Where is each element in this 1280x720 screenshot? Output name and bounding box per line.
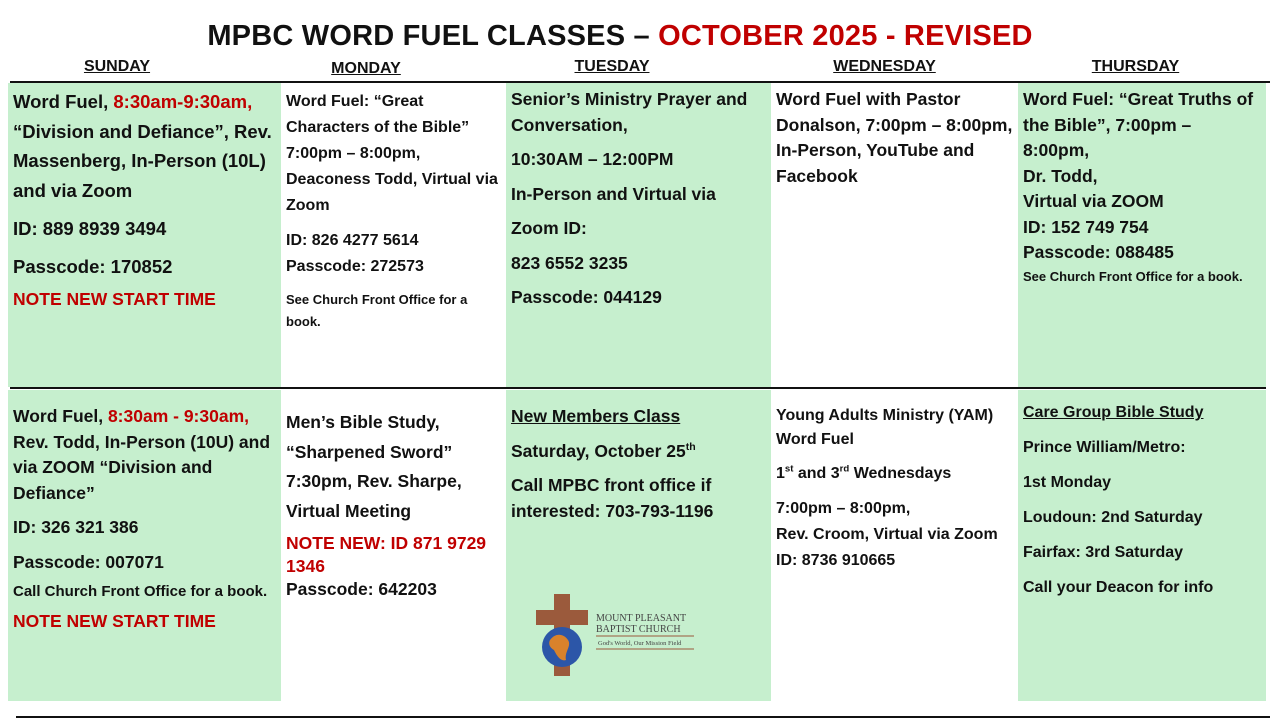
monday-class-1-id: ID: 826 4277 5614 bbox=[286, 232, 419, 249]
sunday-class-2-desc: Word Fuel, 8:30am - 9:30am, Rev. Todd, In-Person (10U) and via ZOOM “Division and Defiance” bbox=[13, 406, 271, 503]
thursday-class-1-passcode: Passcode: 088485 bbox=[1023, 242, 1174, 262]
thursday-class-2-call: Call your Deacon for info bbox=[1023, 579, 1214, 596]
thursday-class-2-heading: Care Group Bible Study bbox=[1023, 404, 1204, 421]
wednesday-class-1 bbox=[771, 83, 1018, 387]
thursday-class-2-prince-william-when: 1st Monday bbox=[1023, 474, 1112, 491]
page-title bbox=[0, 20, 1240, 53]
row-divider bbox=[10, 387, 1266, 389]
wednesday-class-2-time: 7:00pm – 8:00pm, bbox=[776, 500, 911, 517]
title-highlight: OCTOBER 2025 - REVISED bbox=[658, 20, 1033, 52]
monday-class-1-book: See Church Front Office for a book. bbox=[286, 292, 468, 329]
monday-class-1-desc: Word Fuel: “Great Characters of the Bible” 7:00pm – 8:00pm, Deaconess Todd, Virtual via Zoom bbox=[286, 93, 498, 214]
sunday-class-2 bbox=[8, 390, 281, 701]
wednesday-class-2-schedule: 1st and 3rd Wednesdays bbox=[776, 463, 952, 482]
thursday-class-2 bbox=[1018, 390, 1266, 701]
sunday-class-2-book: Call Church Front Office for a book. bbox=[13, 583, 268, 600]
day-header-wednesday: WEDNESDAY bbox=[833, 58, 936, 75]
footer-rule bbox=[16, 716, 1270, 718]
monday-class-1 bbox=[281, 83, 506, 387]
tuesday-class-2-heading: New Members Class bbox=[511, 406, 681, 426]
logo-cross-horizontal bbox=[536, 610, 588, 625]
monday-class-2-desc: Men’s Bible Study, “Sharpened Sword” 7:30pm, Rev. Sharpe, Virtual Meeting bbox=[286, 412, 462, 521]
tuesday-class-1 bbox=[506, 83, 771, 387]
day-header-sunday: SUNDAY bbox=[83, 58, 151, 75]
tuesday-class-1-id: 823 6552 3235 bbox=[511, 252, 628, 273]
wednesday-class-2-details: Rev. Croom, Virtual via Zoom ID: 8736 910665 bbox=[776, 526, 998, 569]
thursday-class-2-loudoun: Loudoun: 2nd Saturday bbox=[1023, 509, 1203, 526]
title-main: MPBC WORD FUEL CLASSES – bbox=[207, 20, 659, 52]
sunday-class-1-id: ID: 889 8939 3494 bbox=[13, 218, 167, 239]
wednesday-class-2-desc: Young Adults Ministry (YAM) Word Fuel bbox=[776, 407, 994, 448]
church-logo bbox=[534, 594, 704, 678]
tuesday-class-1-passcode: Passcode: 044129 bbox=[511, 287, 662, 307]
monday-class-2-passcode: Passcode: 642203 bbox=[286, 579, 437, 599]
sunday-class-2-passcode: Passcode: 007071 bbox=[13, 551, 164, 572]
wednesday-class-2 bbox=[771, 390, 1018, 701]
thursday-class-1 bbox=[1018, 83, 1266, 387]
monday-class-2-note: NOTE NEW: ID 871 9729 1346 bbox=[286, 533, 487, 576]
logo-line-1: MOUNT PLEASANT bbox=[596, 613, 687, 624]
sunday-class-1 bbox=[8, 83, 281, 387]
tuesday-class-1-zoom-label: Zoom ID: bbox=[511, 218, 587, 238]
logo-tagline: God's World, Our Mission Field bbox=[598, 640, 682, 647]
thursday-class-1-desc: Word Fuel: “Great Truths of the Bible”, 7:00pm – 8:00pm, bbox=[1023, 89, 1254, 160]
thursday-class-1-mode: Virtual via ZOOM bbox=[1023, 191, 1164, 211]
day-header-thursday: THURSDAY bbox=[1091, 58, 1180, 75]
sunday-class-1-desc: Word Fuel, 8:30am-9:30am, “Division and Defiance”, Rev. Massenberg, In-Person (10L) and via Zoom bbox=[13, 91, 272, 201]
day-header-monday: MONDAY bbox=[331, 60, 401, 77]
sunday-class-1-passcode: Passcode: 170852 bbox=[13, 256, 173, 277]
tuesday-class-2-call: Call MPBC front office if interested: 703-793-1196 bbox=[511, 475, 714, 521]
thursday-class-2-fairfax: Fairfax: 3rd Saturday bbox=[1023, 544, 1184, 561]
tuesday-class-2-date: Saturday, October 25th bbox=[511, 440, 696, 461]
thursday-class-2-prince-william: Prince William/Metro: bbox=[1023, 439, 1186, 456]
sunday-class-1-note: NOTE NEW START TIME bbox=[13, 289, 216, 309]
tuesday-class-1-time: 10:30AM – 12:00PM bbox=[511, 149, 674, 169]
logo-line-2: BAPTIST CHURCH bbox=[596, 624, 681, 635]
wednesday-class-1-desc: Word Fuel with Pastor Donalson, 7:00pm – 8:00pm, In-Person, YouTube and Facebook bbox=[776, 89, 1013, 186]
monday-class-1-passcode: Passcode: 272573 bbox=[286, 258, 424, 275]
thursday-class-1-book: See Church Front Office for a book. bbox=[1023, 268, 1243, 284]
monday-class-2 bbox=[281, 390, 506, 701]
thursday-class-1-teacher: Dr. Todd, bbox=[1023, 165, 1098, 186]
tuesday-class-1-mode: In-Person and Virtual via bbox=[511, 183, 716, 204]
sunday-class-2-note: NOTE NEW START TIME bbox=[13, 611, 216, 631]
day-header-tuesday: TUESDAY bbox=[574, 58, 650, 75]
thursday-class-1-id: ID: 152 749 754 bbox=[1023, 216, 1149, 237]
tuesday-class-1-desc: Senior’s Ministry Prayer and Conversation, bbox=[511, 89, 748, 135]
sunday-class-2-id: ID: 326 321 386 bbox=[13, 517, 139, 537]
